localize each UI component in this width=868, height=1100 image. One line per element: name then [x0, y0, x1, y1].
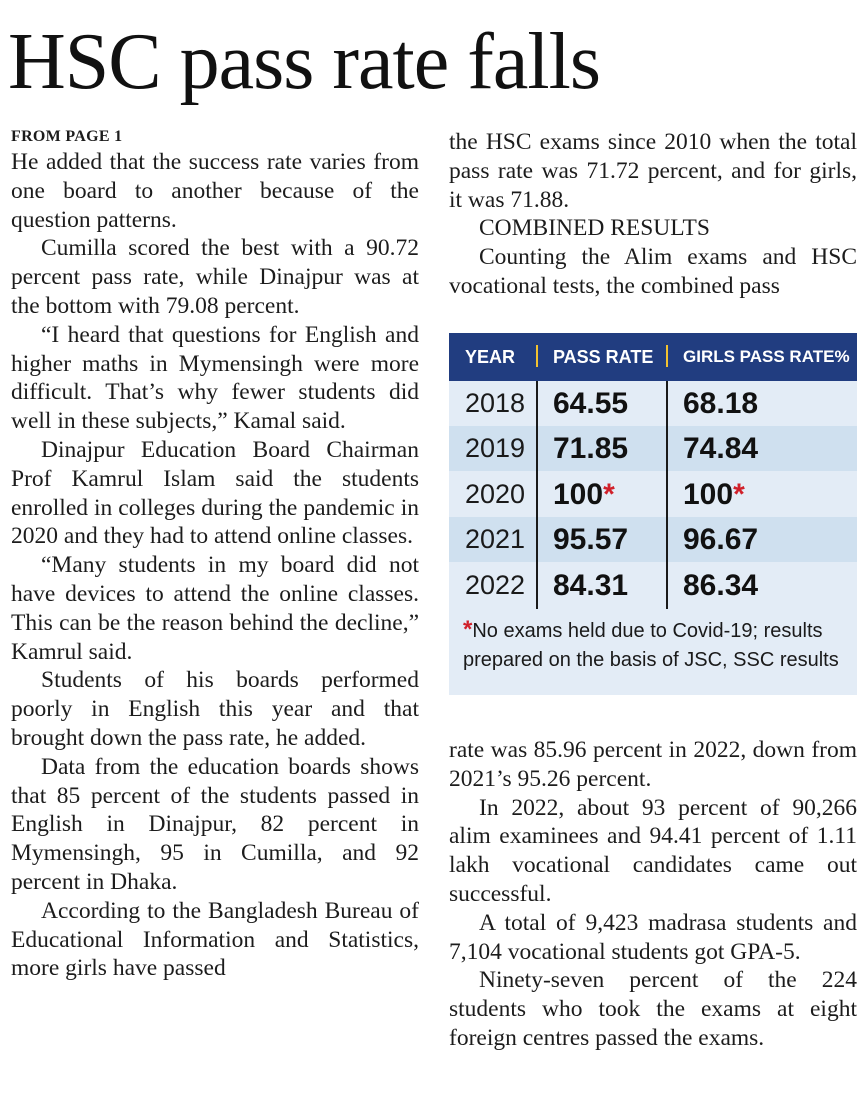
- girls-pass-rate-cell: 96.67: [683, 523, 759, 556]
- asterisk-mark: *: [603, 478, 615, 511]
- column-divider: [536, 381, 538, 609]
- table-row: [449, 381, 857, 426]
- paragraph: Data from the education boards shows that 85 percent of the students passed in English in Dinajpur, 82 percent in Mymensingh, 95 in Cumilla, and 92 percent in Dhaka.: [11, 753, 419, 895]
- table-row: [449, 517, 857, 562]
- pass-rate-cell: 64.55: [553, 387, 629, 420]
- girls-pass-rate-cell: 86.34: [683, 569, 759, 602]
- kicker-from-page: FROM PAGE 1: [11, 128, 123, 145]
- header-separator: [666, 345, 668, 367]
- subhead-combined-results: COMBINED RESULTS: [479, 215, 710, 242]
- paragraph: A total of 9,423 madrasa students and 7,104 vocational students got GPA-5.: [449, 909, 857, 965]
- column-divider: [666, 381, 668, 609]
- table-header: [449, 333, 857, 381]
- paragraph: According to the Bangladesh Bureau of Educational Information and Statistics, more girls have passed: [11, 897, 419, 982]
- footnote-text: No exams held due to Covid-19; results prepared on the basis of JSC, SSC results: [463, 620, 839, 671]
- pass-rate-cell: 71.85: [553, 432, 629, 465]
- right-column-top: [449, 128, 857, 301]
- table-row: [449, 563, 857, 608]
- paragraph: Ninety-seven percent of the 224 students who took the exams at eight foreign centres passed the exams.: [449, 967, 857, 1051]
- asterisk-mark: *: [733, 478, 745, 511]
- header-year: YEAR: [465, 347, 516, 367]
- asterisk-mark: *: [463, 616, 473, 643]
- pass-rate-cell: 84.31: [553, 569, 629, 602]
- pass-rate-cell: 95.57: [553, 523, 629, 556]
- paragraph: Dinajpur Education Board Chairman Prof Kamrul Islam said the students enrolled in colleges during the pandemic in 2020 and they had to attend online classes.: [11, 436, 419, 550]
- paragraph: He added that the success rate varies from one board to another because of the question patterns.: [11, 149, 419, 233]
- headline: HSC pass rate falls: [8, 18, 601, 106]
- girls-pass-rate-cell: 68.18: [683, 387, 759, 420]
- pass-rate-table: [449, 333, 857, 695]
- year-cell: 2022: [465, 570, 526, 600]
- table-footnote: [463, 615, 853, 675]
- header-girls-pass-rate: GIRLS PASS RATE%: [683, 347, 850, 366]
- left-column: [11, 126, 419, 983]
- paragraph: “I heard that questions for English and higher maths in Mymensingh were more difficult. That’s why fewer students did well in these subjects,” Kamal said.: [11, 321, 419, 435]
- paragraph: In 2022, about 93 percent of 90,266 alim examinees and 94.41 percent of 1.11 lakh vocational candidates came out successful.: [449, 794, 857, 907]
- year-cell: 2021: [465, 524, 526, 554]
- header-separator: [536, 345, 538, 367]
- right-column-bottom: [449, 736, 857, 1053]
- paragraph: “Many students in my board did not have devices to attend the online classes. This can be the reason behind the decline,” Kamrul said.: [11, 552, 419, 665]
- paragraph: Counting the Alim exams and HSC vocational tests, the combined pass: [449, 244, 857, 299]
- pass-rate-cell: 100*: [553, 478, 615, 511]
- year-cell: 2020: [465, 479, 526, 509]
- paragraph: rate was 85.96 percent in 2022, down from 2021’s 95.26 percent.: [449, 737, 857, 792]
- year-cell: 2018: [465, 388, 526, 418]
- paragraph: Cumilla scored the best with a 90.72 percent pass rate, while Dinajpur was at the bottom with 79.08 percent.: [11, 235, 419, 319]
- girls-pass-rate-cell: 74.84: [683, 432, 759, 465]
- table-row: [449, 426, 857, 471]
- paragraph: the HSC exams since 2010 when the total pass rate was 71.72 percent, and for girls, it was 71.88.: [449, 129, 857, 213]
- girls-pass-rate-cell: 100*: [683, 478, 745, 511]
- paragraph: Students of his boards performed poorly in English this year and that brought down the pass rate, he added.: [11, 667, 419, 751]
- header-pass-rate: PASS RATE: [553, 347, 654, 367]
- table-row: [449, 472, 857, 517]
- year-cell: 2019: [465, 433, 526, 463]
